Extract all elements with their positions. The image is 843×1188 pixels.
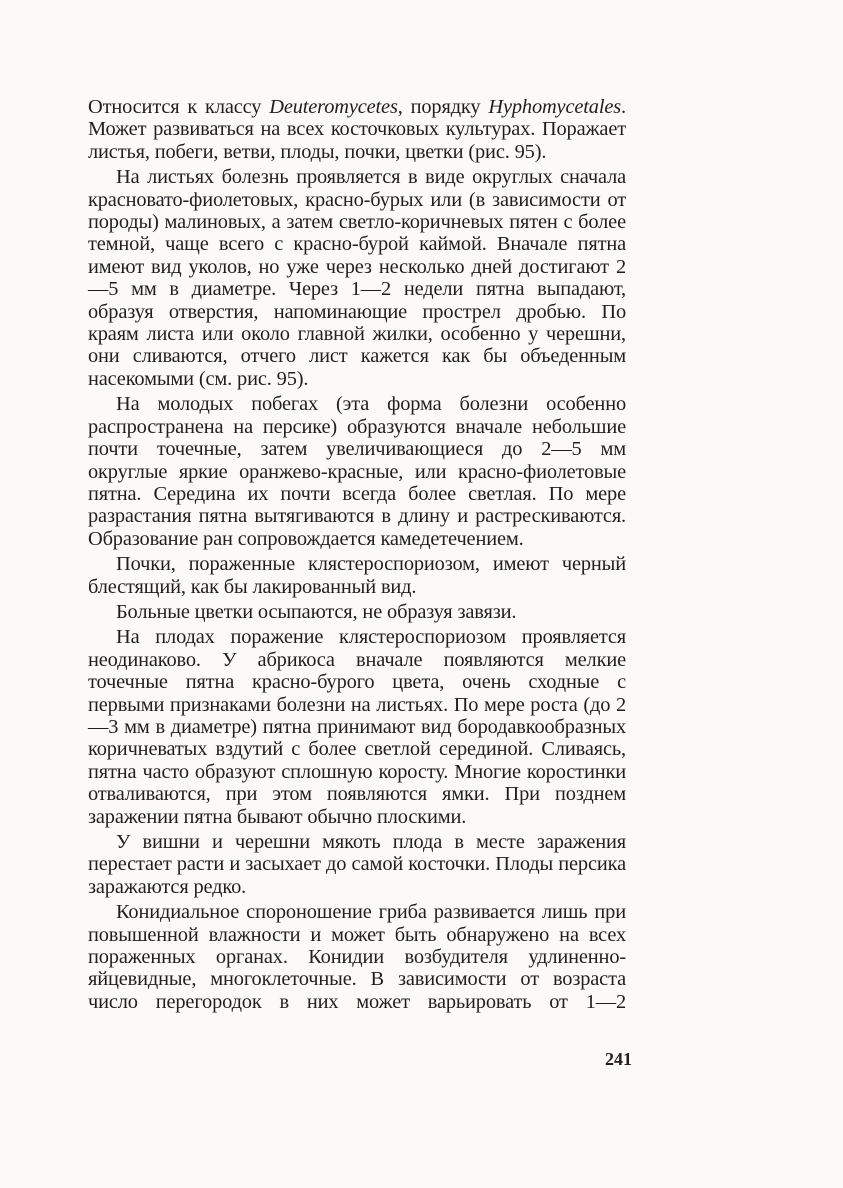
intro-text-2: , порядку bbox=[397, 96, 489, 118]
class-name-italic: Deuteromycetes bbox=[269, 96, 398, 118]
paragraph-leaves: На листьях болезнь проявляется в виде округлых сначала красновато-фиолетовых, красно-бурых или (в зависимости от породы) малиновых, а затем светло-коричневых пятен с более темной, чаще всего с красно-бурой каймой. Вначале пятна имеют вид уколов, но уже через несколько дней достигают 2—5 мм в диаметре. Через 1—2 недели пятна выпадают, образуя отверстия, напоминающие прострел дробью. По краям листа или около главной жилки, особенно у черешни, они сливаются, отчего лист кажется как бы объеденным насекомыми (см. рис. 95). bbox=[88, 166, 626, 390]
paragraph-fruits: На плодах поражение клястероспориозом проявляется неодинаково. У абрикоса вначале появляются мелкие точечные пятна красно-бурого цвета, очень сходные с первыми признаками болезни на листьях. По мере роста (до 2—3 мм в диаметре) пятна принимают вид бородавкообразных коричневатых вздутий с более светлой серединой. Сливаясь, пятна часто образуют сплошную коросту. Многие коростинки отваливаются, при этом появляются ямки. При позднем заражении пятна бывают обычно плоскими. bbox=[88, 626, 626, 828]
paragraph-conidia: Конидиальное спороношение гриба развивается лишь при повышенной влажности и может быть обнаружено на всех пораженных органах. Конидии возбудителя удлиненно-яйцевидные, многоклеточные. В зависимости от возраста число перегородок в них может варьировать от 1—2 bbox=[88, 901, 626, 1013]
paragraph-intro bbox=[88, 96, 626, 163]
order-name-italic: Hyphomycetales bbox=[488, 96, 622, 118]
intro-text-3: . Может развиваться на всех косточковых культурах. Поражает листья, побеги, ветви, плоды, почки, цветки (рис. 95). bbox=[88, 96, 626, 163]
document-page bbox=[88, 96, 626, 1016]
paragraph-flowers: Больные цветки осыпаются, не образуя завязи. bbox=[116, 600, 517, 623]
page-number: 241 bbox=[605, 1049, 632, 1069]
paragraph-buds: Почки, пораженные клястероспориозом, имеют черный блестящий, как бы лакированный вид. bbox=[88, 553, 626, 598]
intro-text-1: Относится к классу bbox=[88, 96, 270, 118]
paragraph-cherry: У вишни и черешни мякоть плода в месте заражения перестает расти и засыхает до самой косточки. Плоды персика заражаются редко. bbox=[88, 831, 626, 898]
paragraph-shoots: На молодых побегах (эта форма болезни особенно распространена на персике) образуются вначале небольшие почти точечные, затем увеличивающиеся до 2—5 мм округлые яркие оранжево-красные, или красно-фиолетовые пятна. Середина их почти всегда более светлая. По мере разрастания пятна вытягиваются в длину и растрескиваются. Образование ран сопровождается камедетечением. bbox=[88, 393, 626, 550]
